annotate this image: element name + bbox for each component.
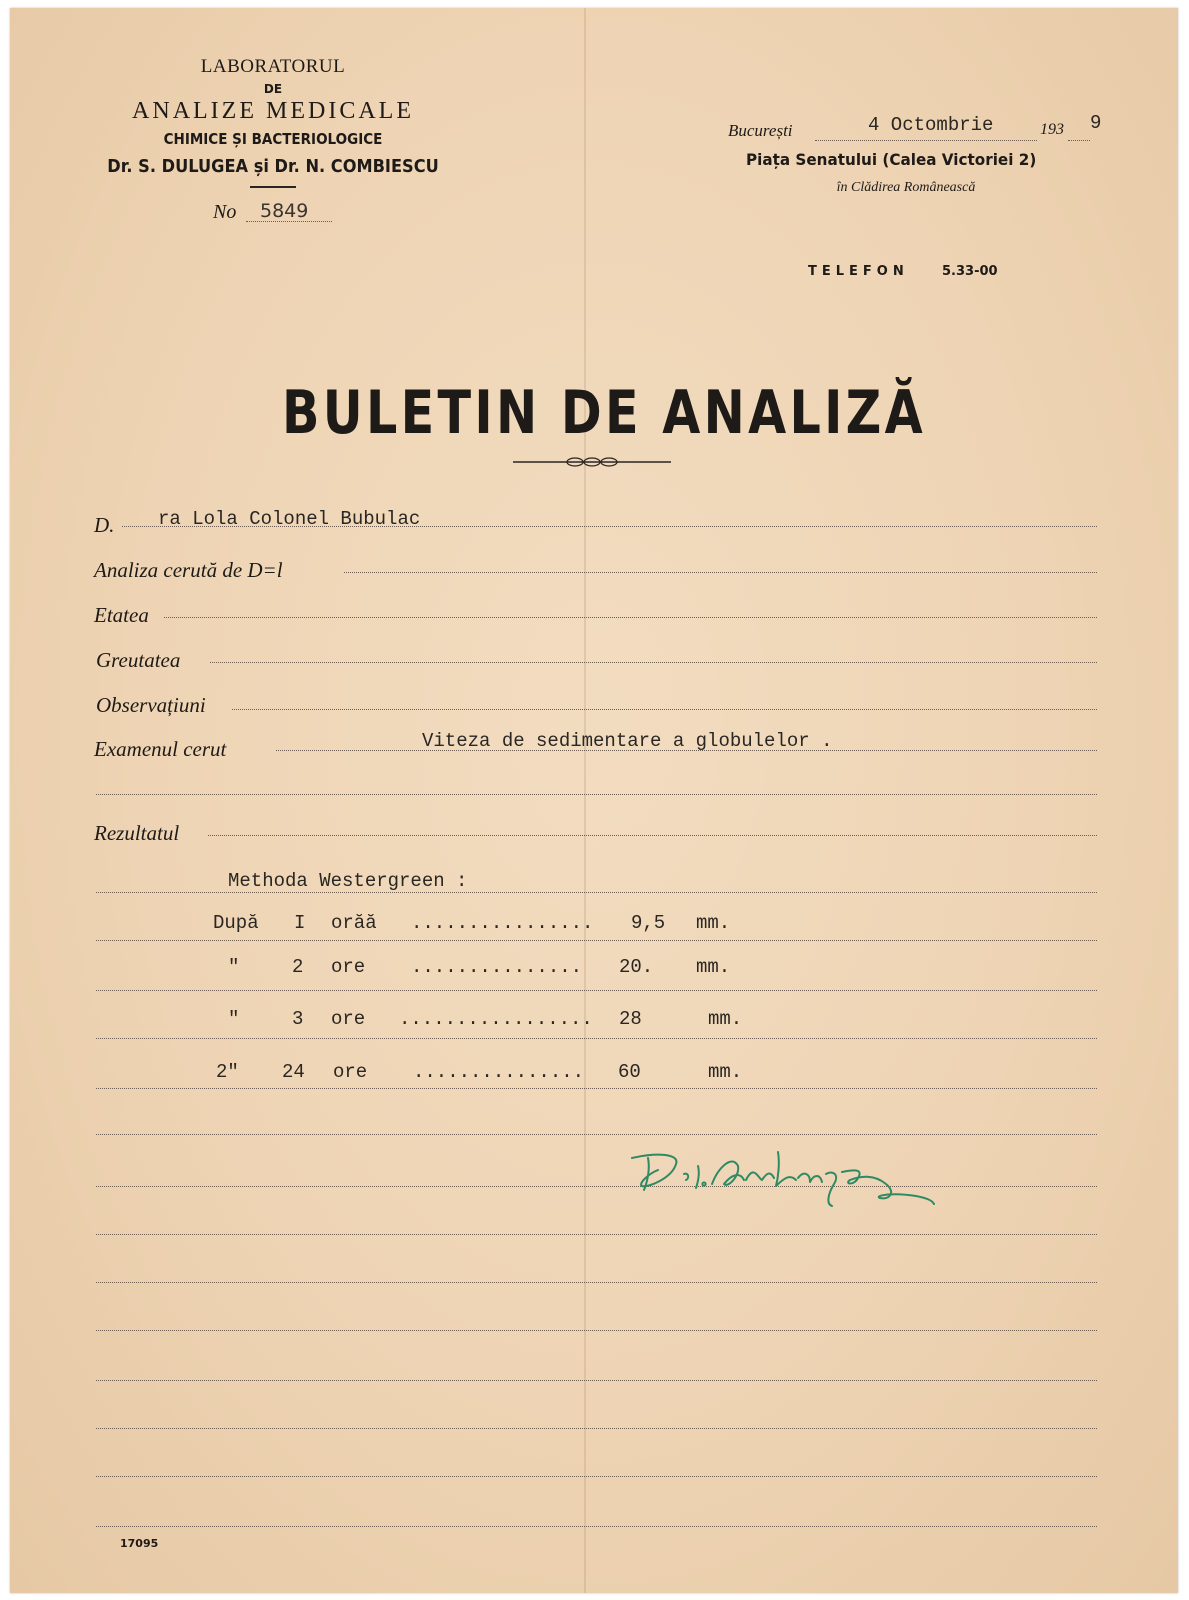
result-dots: ................. [399, 1008, 593, 1030]
address: Piața Senatului (Calea Victoriei 2) [746, 150, 1037, 169]
result-hours: 2 [292, 956, 304, 978]
row2-dotline [96, 990, 1097, 991]
year-prefix: 193 [1040, 121, 1064, 138]
lab-name-line1: LABORATORUL [200, 56, 346, 77]
analiza-label: Analiza cerută de D=l [94, 558, 283, 582]
blank-dotline [96, 1526, 1097, 1527]
document-title: BULETIN DE ANALIZĂ [282, 378, 926, 448]
blank-dotline [96, 1428, 1097, 1429]
result-value: 20. [619, 956, 654, 978]
result-unit: mm. [708, 1061, 743, 1083]
title-ornament [513, 455, 671, 469]
result-time-unit: ore [331, 956, 366, 978]
result-prefix: " [228, 1008, 240, 1030]
blank-dotline [96, 1134, 1097, 1135]
result-dots: ............... [411, 956, 583, 978]
number-value: 5849 [260, 200, 309, 222]
blank-dotline [96, 1282, 1097, 1283]
blank-dotline [96, 1330, 1097, 1331]
result-hours: I [294, 912, 306, 934]
blank-dotline [96, 1186, 1097, 1187]
signature [628, 1144, 938, 1210]
d-value: ra Lola Colonel Bubulac [158, 508, 421, 530]
year-dotline [1068, 140, 1090, 141]
result-value: 28 [619, 1008, 642, 1030]
examenul-value: Viteza de sedimentare a globulelor . [422, 730, 833, 752]
d-label: D. [94, 513, 115, 537]
lab-name-line4: CHIMICE ȘI BACTERIOLOGICE [163, 130, 383, 148]
observatiuni-dotline [232, 709, 1097, 710]
fold-crease [584, 8, 586, 1593]
phone-value: 5.33-00 [942, 264, 998, 279]
result-hours: 24 [282, 1061, 305, 1083]
rezultatul-dotline [208, 835, 1097, 836]
building: în Clădirea Românească [836, 180, 976, 195]
result-value: 9,5 [631, 912, 666, 934]
date-value: 4 Octombrie [868, 114, 994, 136]
row3-dotline [96, 1038, 1097, 1039]
method-dotline [96, 892, 1097, 893]
result-prefix: După [213, 912, 259, 934]
greutatea-label: Greutatea [96, 648, 181, 672]
analiza-dotline [344, 572, 1097, 573]
result-time-unit: ore [331, 1008, 366, 1030]
year-suffix: 9 [1090, 112, 1102, 134]
blank-dotline [96, 1234, 1097, 1235]
blank-dotline [96, 1380, 1097, 1381]
observatiuni-label: Observațiuni [96, 693, 206, 717]
result-prefix: " [228, 956, 240, 978]
footer-code: 17095 [120, 1537, 159, 1550]
d-dotline [122, 526, 1097, 527]
examenul-label: Examenul cerut [94, 737, 227, 761]
result-prefix: 2" [216, 1061, 239, 1083]
blank-dotline-1 [96, 794, 1097, 795]
date-dotline [815, 140, 1037, 141]
result-dots: ............... [413, 1061, 585, 1083]
rezultatul-label: Rezultatul [94, 821, 180, 845]
examenul-dotline [276, 750, 1097, 751]
result-unit: mm. [708, 1008, 743, 1030]
result-hours: 3 [292, 1008, 304, 1030]
result-dots: ................ [411, 912, 594, 934]
etatea-label: Etatea [94, 603, 149, 627]
phone-label: TELEFON [808, 264, 909, 279]
lab-doctors: Dr. S. DULUGEA și Dr. N. COMBIESCU [107, 156, 439, 177]
result-time-unit: ore [333, 1061, 368, 1083]
method-label: Methoda Westergreen : [228, 870, 468, 892]
lab-name-line3: ANALIZE MEDICALE [132, 98, 414, 124]
result-unit: mm. [696, 912, 731, 934]
result-value: 60 [618, 1061, 641, 1083]
greutatea-dotline [210, 662, 1097, 663]
result-unit: mm. [696, 956, 731, 978]
lab-name-line2: DE [263, 82, 283, 96]
result-time-unit: orăă [331, 912, 377, 934]
city-label: București [728, 121, 793, 140]
etatea-dotline [164, 617, 1097, 618]
header-rule [250, 186, 296, 188]
blank-dotline [96, 1476, 1097, 1477]
row4-dotline [96, 1088, 1097, 1089]
document-page [10, 8, 1178, 1593]
row1-dotline [96, 940, 1097, 941]
number-label: No [213, 201, 237, 223]
